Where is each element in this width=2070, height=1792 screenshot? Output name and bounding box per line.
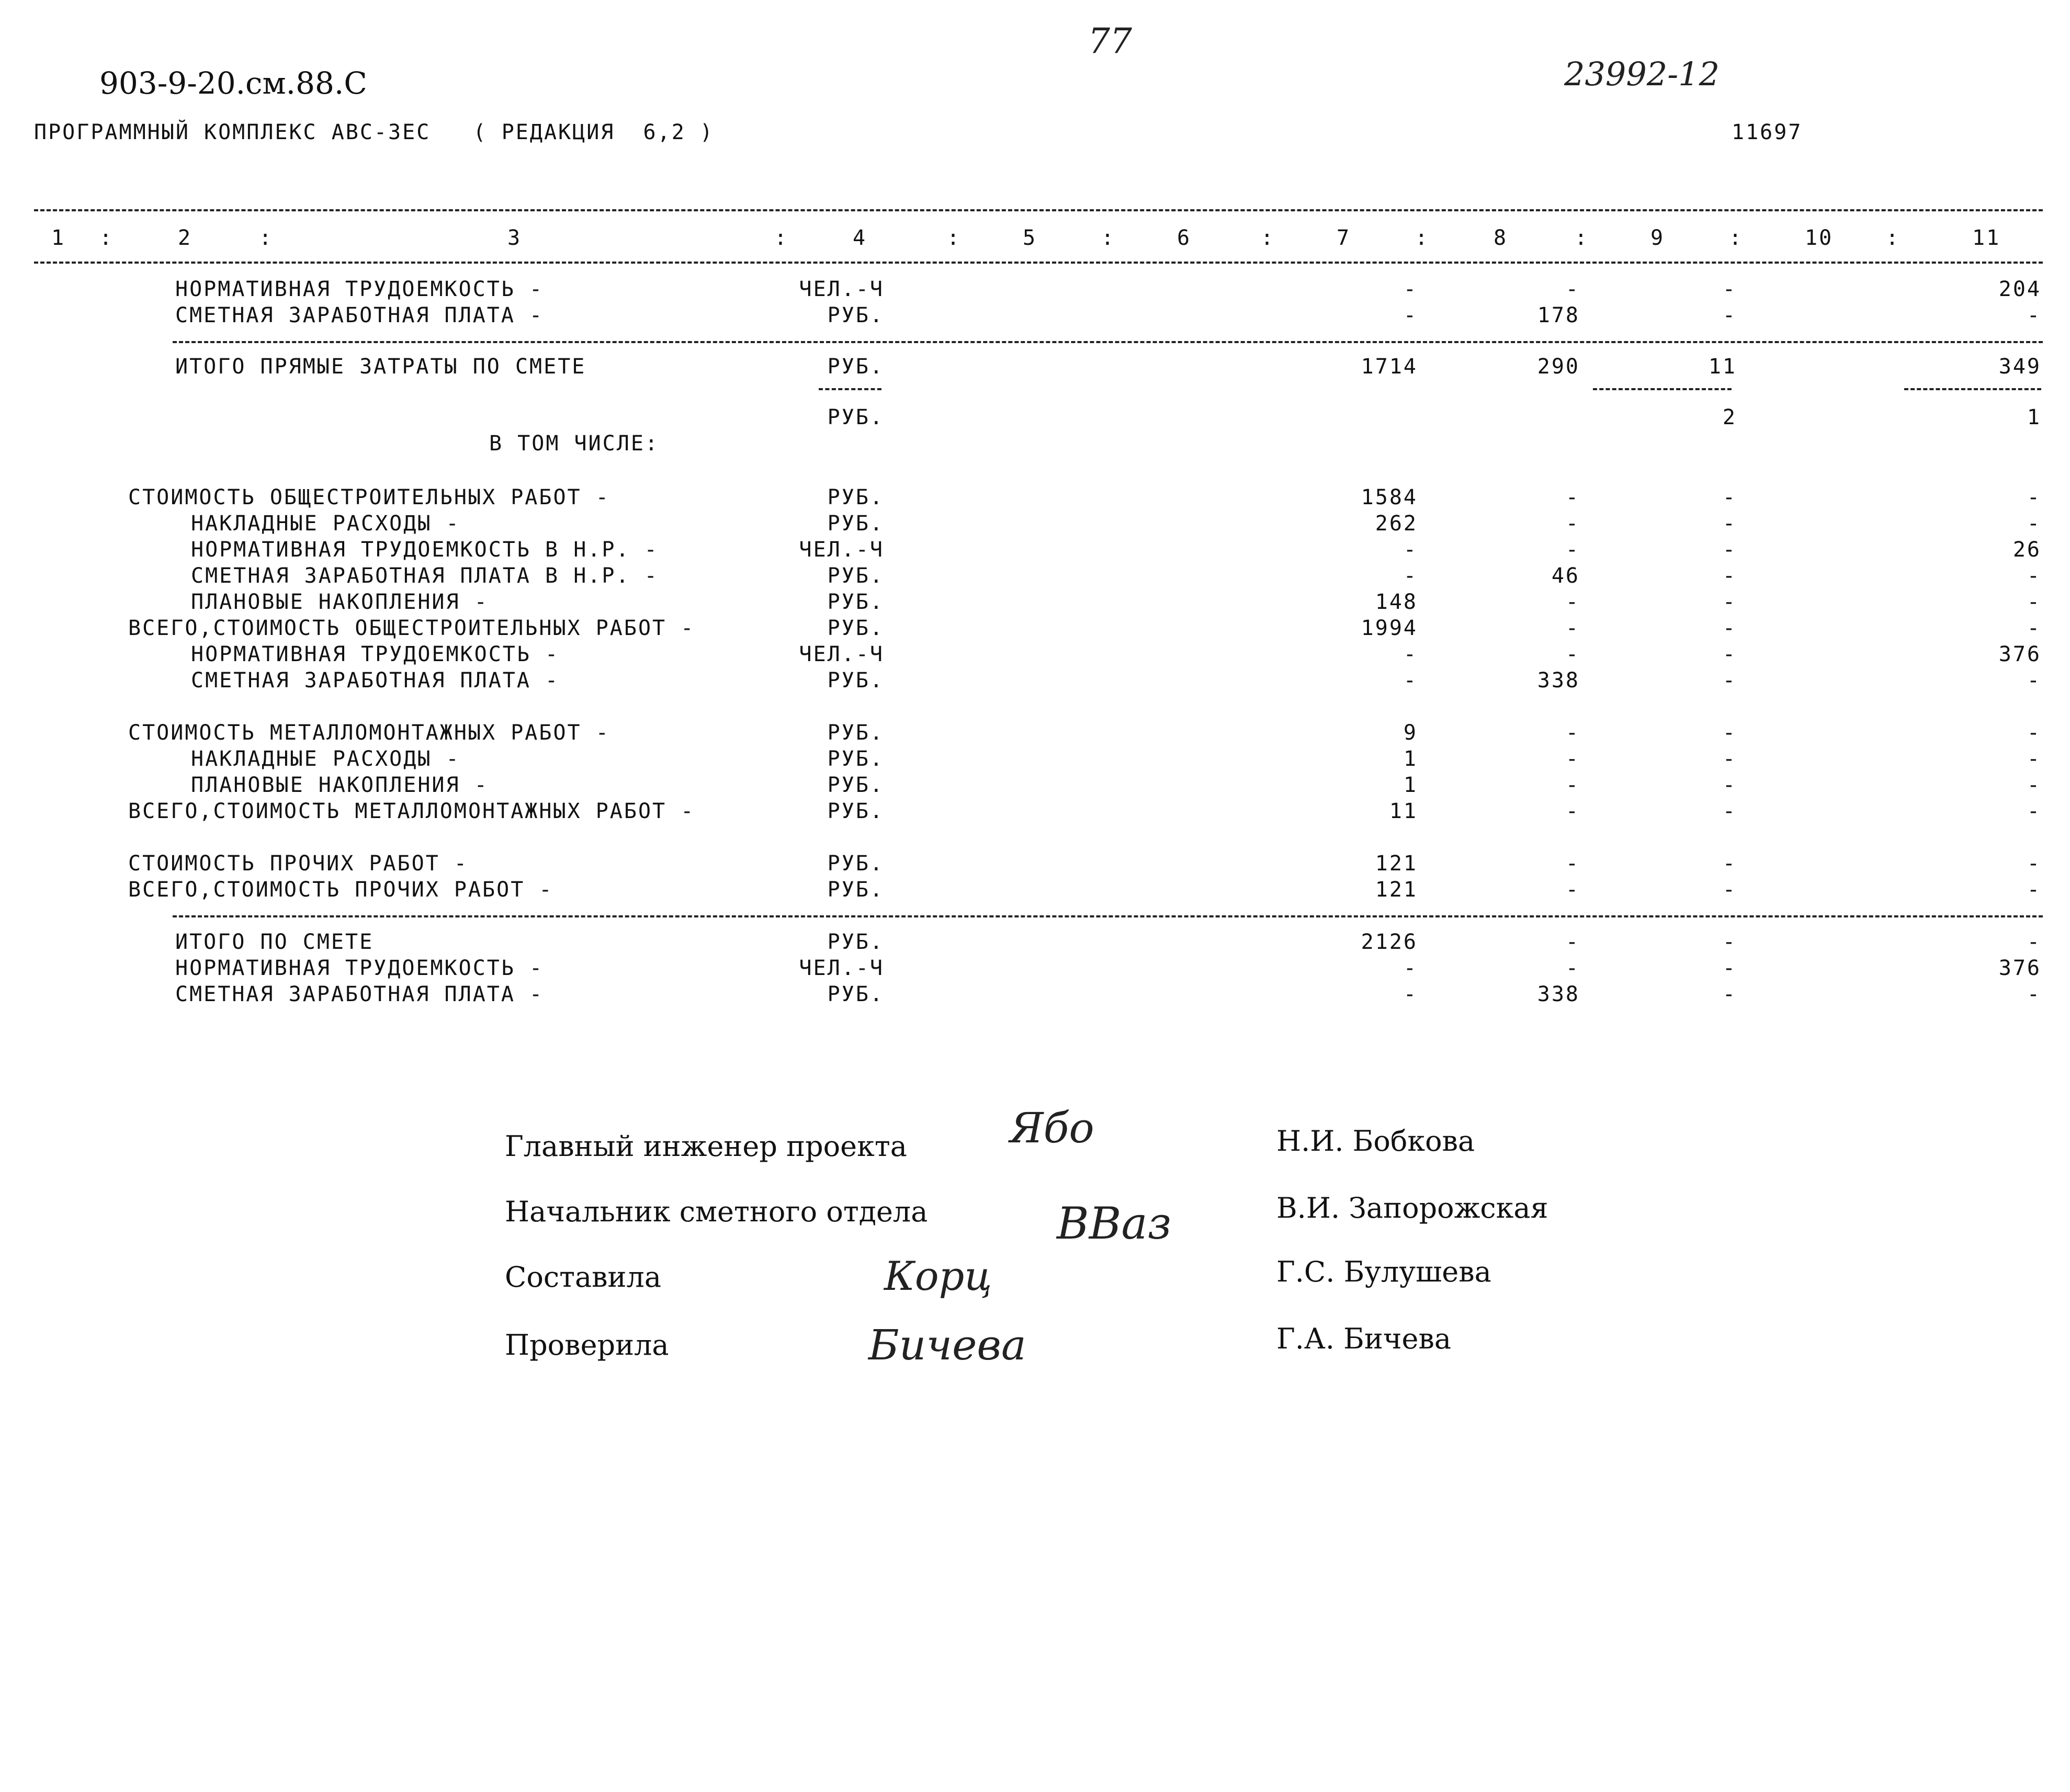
row-label: ПЛАНОВЫЕ НАКОПЛЕНИЯ - <box>191 773 489 797</box>
table-row <box>0 616 2070 642</box>
row-col11: - <box>2027 773 2041 797</box>
row-unit: ЧЕЛ.-Ч <box>799 956 884 980</box>
row-col11: 376 <box>1998 956 2041 980</box>
row-col11: - <box>2027 590 2041 614</box>
sub-rule <box>1593 388 1732 390</box>
row-col7: 1 <box>1403 773 1418 797</box>
row-unit: ЧЕЛ.-Ч <box>799 642 884 666</box>
signature-role: Начальник сметного отдела <box>505 1195 928 1228</box>
row-col9: - <box>1722 721 1737 745</box>
table-row <box>0 799 2070 825</box>
row-col7: 1 <box>1403 747 1418 771</box>
row-col11: - <box>2027 564 2041 588</box>
row-unit: ЧЕЛ.-Ч <box>799 277 884 301</box>
row-label: В ТОМ ЧИСЛЕ: <box>489 432 659 456</box>
handwritten-signature: Корц <box>884 1253 992 1299</box>
row-label: НОРМАТИВНАЯ ТРУДОЕМКОСТЬ - <box>175 277 544 301</box>
row-col7: - <box>1403 956 1418 980</box>
row-col7: - <box>1403 303 1418 327</box>
row-col9: - <box>1722 277 1737 301</box>
section-rule <box>173 341 2043 343</box>
column-header-1: 1 <box>51 226 66 250</box>
row-unit: РУБ. <box>827 616 884 640</box>
row-unit: РУБ. <box>827 668 884 693</box>
row-col11: - <box>2027 982 2041 1006</box>
row-col8: 290 <box>1537 355 1580 379</box>
column-separator: : <box>99 226 114 250</box>
row-col11: - <box>2027 747 2041 771</box>
row-label: НАКЛАДНЫЕ РАСХОДЫ - <box>191 747 460 771</box>
row-label: СМЕТНАЯ ЗАРАБОТНАЯ ПЛАТА В Н.Р. - <box>191 564 659 588</box>
row-col7: 262 <box>1375 512 1418 536</box>
signature-role: Составила <box>505 1261 662 1294</box>
row-col7: 148 <box>1375 590 1418 614</box>
row-col9: - <box>1722 799 1737 823</box>
row-col8: - <box>1565 590 1580 614</box>
row-col8: - <box>1565 512 1580 536</box>
table-row <box>0 982 2070 1008</box>
program-title: ПРОГРАММНЫЙ КОМПЛЕКС АВС-3ЕС ( РЕДАКЦИЯ 6,2 ) <box>34 120 714 144</box>
row-col8: - <box>1565 485 1580 509</box>
archive-number: 23992-12 <box>1564 55 1720 93</box>
sub-rule <box>819 388 881 390</box>
row-col11: - <box>2027 930 2041 954</box>
row-label: ИТОГО ПО СМЕТЕ <box>175 930 374 954</box>
row-col8: - <box>1565 616 1580 640</box>
row-col9: - <box>1722 303 1737 327</box>
row-col7: 1584 <box>1361 485 1418 509</box>
signatory-name: Н.И. Бобкова <box>1276 1125 1475 1158</box>
row-label: ПЛАНОВЫЕ НАКОПЛЕНИЯ - <box>191 590 489 614</box>
table-row <box>0 956 2070 982</box>
column-header-4: 4 <box>853 226 867 250</box>
row-col8: 46 <box>1551 564 1580 588</box>
column-separator: : <box>1415 226 1430 250</box>
row-label: ВСЕГО,СТОИМОСТЬ ОБЩЕСТРОИТЕЛЬНЫХ РАБОТ - <box>128 616 695 640</box>
row-unit: РУБ. <box>827 355 884 379</box>
row-col8: 338 <box>1537 982 1580 1006</box>
row-col11: - <box>2027 852 2041 876</box>
row-col9: - <box>1722 773 1737 797</box>
row-label: ВСЕГО,СТОИМОСТЬ ПРОЧИХ РАБОТ - <box>128 878 553 902</box>
row-col9: 2 <box>1722 405 1737 429</box>
row-unit: РУБ. <box>827 590 884 614</box>
row-unit: РУБ. <box>827 878 884 902</box>
column-header-10: 10 <box>1805 226 1834 250</box>
column-header-9: 9 <box>1650 226 1665 250</box>
row-col11: - <box>2027 721 2041 745</box>
row-col8: - <box>1565 538 1580 562</box>
row-col7: - <box>1403 564 1418 588</box>
row-col11: - <box>2027 616 2041 640</box>
column-separator: : <box>1575 226 1589 250</box>
row-col9: - <box>1722 616 1737 640</box>
row-col8: 178 <box>1537 303 1580 327</box>
table-row <box>0 721 2070 747</box>
table-row <box>0 668 2070 695</box>
row-col8: - <box>1565 799 1580 823</box>
page-number: 77 <box>1088 21 1132 61</box>
row-col7: 1714 <box>1361 355 1418 379</box>
row-label: СТОИМОСТЬ ПРОЧИХ РАБОТ - <box>128 852 468 876</box>
section-heading <box>0 432 2070 458</box>
row-unit: РУБ. <box>827 405 884 429</box>
row-col7: - <box>1403 538 1418 562</box>
row-col11: - <box>2027 485 2041 509</box>
row-col7: 121 <box>1375 852 1418 876</box>
signatory-name: Г.С. Булушева <box>1276 1255 1491 1288</box>
table-row <box>0 590 2070 616</box>
row-col9: - <box>1722 512 1737 536</box>
row-col11: 1 <box>2027 405 2041 429</box>
table-row <box>0 355 2070 381</box>
row-unit: РУБ. <box>827 485 884 509</box>
row-col8: - <box>1565 642 1580 666</box>
column-separator: : <box>1729 226 1744 250</box>
row-col9: - <box>1722 852 1737 876</box>
row-label: СМЕТНАЯ ЗАРАБОТНАЯ ПЛАТА - <box>175 303 544 327</box>
column-header-7: 7 <box>1337 226 1351 250</box>
row-unit: РУБ. <box>827 747 884 771</box>
row-unit: РУБ. <box>827 773 884 797</box>
section-rule <box>173 915 2043 917</box>
column-header-5: 5 <box>1023 226 1037 250</box>
row-col9: - <box>1722 878 1737 902</box>
row-label: НОРМАТИВНАЯ ТРУДОЕМКОСТЬ - <box>191 642 560 666</box>
row-col9: - <box>1722 956 1737 980</box>
row-col11: - <box>2027 668 2041 693</box>
row-label: СТОИМОСТЬ МЕТАЛЛОМОНТАЖНЫХ РАБОТ - <box>128 721 610 745</box>
table-row <box>0 773 2070 799</box>
signature-role: Главный инженер проекта <box>505 1130 907 1163</box>
row-col7: 1994 <box>1361 616 1418 640</box>
row-label: ИТОГО ПРЯМЫЕ ЗАТРАТЫ ПО СМЕТЕ <box>175 355 586 379</box>
row-label: СМЕТНАЯ ЗАРАБОТНАЯ ПЛАТА - <box>191 668 560 693</box>
row-col11: - <box>2027 303 2041 327</box>
row-col11: 349 <box>1998 355 2041 379</box>
row-col9: - <box>1722 930 1737 954</box>
column-header-8: 8 <box>1494 226 1508 250</box>
row-col8: - <box>1565 277 1580 301</box>
signatory-name: Г.А. Бичева <box>1276 1322 1452 1355</box>
row-unit: РУБ. <box>827 512 884 536</box>
row-col11: 376 <box>1998 642 2041 666</box>
row-unit: РУБ. <box>827 982 884 1006</box>
table-top-rule <box>34 209 2043 211</box>
row-unit: РУБ. <box>827 852 884 876</box>
row-col11: - <box>2027 512 2041 536</box>
row-col7: 121 <box>1375 878 1418 902</box>
row-unit: РУБ. <box>827 930 884 954</box>
row-col11: - <box>2027 799 2041 823</box>
row-col7: - <box>1403 982 1418 1006</box>
table-header-row <box>0 226 2070 252</box>
row-col9: - <box>1722 747 1737 771</box>
row-col9: 11 <box>1708 355 1737 379</box>
handwritten-signature: Ябо <box>1010 1104 1094 1152</box>
column-header-11: 11 <box>1972 226 2001 250</box>
column-separator: : <box>947 226 962 250</box>
row-col9: - <box>1722 590 1737 614</box>
column-separator: : <box>259 226 274 250</box>
table-row <box>0 564 2070 590</box>
row-label: ВСЕГО,СТОИМОСТЬ МЕТАЛЛОМОНТАЖНЫХ РАБОТ - <box>128 799 695 823</box>
column-header-6: 6 <box>1177 226 1192 250</box>
row-col9: - <box>1722 982 1737 1006</box>
table-row <box>0 485 2070 512</box>
document-code: 903-9-20.см.88.С <box>99 65 367 101</box>
row-col9: - <box>1722 564 1737 588</box>
row-col7: - <box>1403 277 1418 301</box>
table-row <box>0 405 2070 432</box>
column-header-3: 3 <box>507 226 522 250</box>
row-label: НАКЛАДНЫЕ РАСХОДЫ - <box>191 512 460 536</box>
column-separator: : <box>1261 226 1275 250</box>
column-separator: : <box>1886 226 1901 250</box>
row-label: СМЕТНАЯ ЗАРАБОТНАЯ ПЛАТА - <box>175 982 544 1006</box>
row-col8: - <box>1565 852 1580 876</box>
table-header-rule <box>34 262 2043 264</box>
row-col8: - <box>1565 930 1580 954</box>
row-col8: - <box>1565 773 1580 797</box>
row-col11: - <box>2027 878 2041 902</box>
row-col8: 338 <box>1537 668 1580 693</box>
table-row <box>0 303 2070 330</box>
row-col8: - <box>1565 878 1580 902</box>
table-row <box>0 642 2070 668</box>
table-row <box>0 538 2070 564</box>
row-col7: 2126 <box>1361 930 1418 954</box>
row-col9: - <box>1722 642 1737 666</box>
row-unit: РУБ. <box>827 303 884 327</box>
row-unit: РУБ. <box>827 721 884 745</box>
column-header-2: 2 <box>178 226 193 250</box>
column-separator: : <box>1101 226 1116 250</box>
table-row <box>0 852 2070 878</box>
table-row <box>0 512 2070 538</box>
row-unit: РУБ. <box>827 564 884 588</box>
row-col9: - <box>1722 538 1737 562</box>
row-col8: - <box>1565 721 1580 745</box>
row-col7: - <box>1403 642 1418 666</box>
table-row <box>0 930 2070 956</box>
row-label: НОРМАТИВНАЯ ТРУДОЕМКОСТЬ - <box>175 956 544 980</box>
row-label: СТОИМОСТЬ ОБЩЕСТРОИТЕЛЬНЫХ РАБОТ - <box>128 485 610 509</box>
row-col7: - <box>1403 668 1418 693</box>
row-col9: - <box>1722 668 1737 693</box>
table-row <box>0 878 2070 904</box>
row-col8: - <box>1565 956 1580 980</box>
row-col7: 11 <box>1389 799 1418 823</box>
row-label: НОРМАТИВНАЯ ТРУДОЕМКОСТЬ В Н.Р. - <box>191 538 659 562</box>
handwritten-signature: ВВаз <box>1057 1198 1172 1249</box>
row-col11: 204 <box>1998 277 2041 301</box>
row-col7: 9 <box>1403 721 1418 745</box>
sub-rule <box>1904 388 2041 390</box>
row-unit: ЧЕЛ.-Ч <box>799 538 884 562</box>
signature-role: Проверила <box>505 1329 669 1362</box>
table-row <box>0 277 2070 303</box>
signatory-name: В.И. Запорожская <box>1276 1192 1548 1224</box>
row-unit: РУБ. <box>827 799 884 823</box>
column-separator: : <box>774 226 789 250</box>
handwritten-signature: Бичева <box>868 1321 1026 1369</box>
row-col8: - <box>1565 747 1580 771</box>
row-col11: 26 <box>2012 538 2041 562</box>
row-col9: - <box>1722 485 1737 509</box>
document-number: 11697 <box>1732 120 1803 144</box>
table-row <box>0 747 2070 773</box>
